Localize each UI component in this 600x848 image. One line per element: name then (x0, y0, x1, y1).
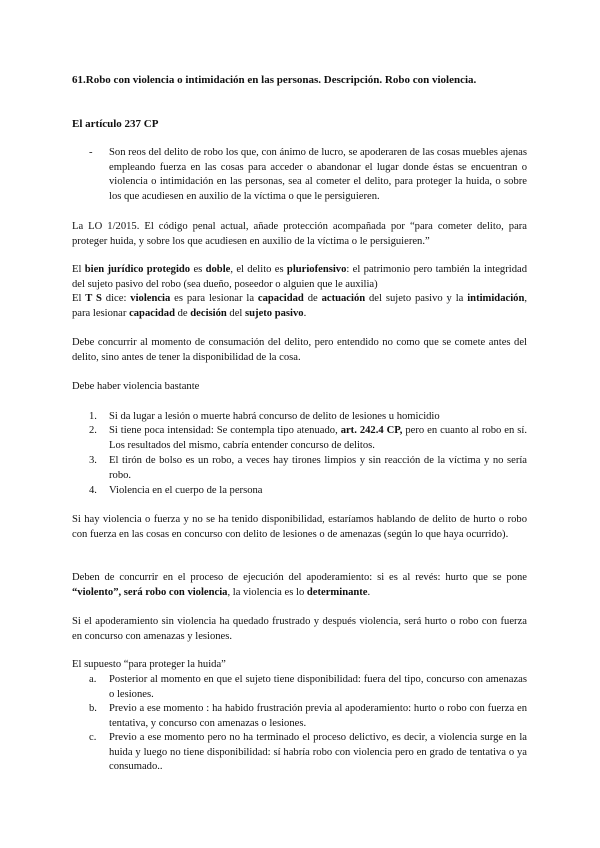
frustrado-paragraph: Si el apoderamiento sin violencia ha quedado frustrado y después violencia, será hurto o robo con fuerza en concurso con amenazas y lesiones. (72, 616, 527, 642)
violencia-bastante-line: Debe haber violencia bastante (72, 381, 200, 392)
text-run: El (72, 293, 86, 304)
list-letter: a. (89, 674, 97, 685)
si-hay-violencia-paragraph: Si hay violencia o fuerza y no se ha tenido disponibilidad, estaríamos hablando de delito de hurto o robo con fuerza en las cosas en concurso con delito de lesiones o de amenazas (según lo que haya ocurrido). (72, 514, 527, 540)
bold-term: sujeto pasivo (245, 307, 304, 319)
list-number: 2. (89, 425, 97, 436)
bold-term: “violento”, será robo con violencia (72, 586, 228, 598)
list-item-text: El tirón de bolso es un robo, a veces hay tirones limpios y sin reacción de la víctima y no sería robo. (109, 455, 527, 481)
text-run: es (190, 264, 206, 275)
list-item-text: Violencia en el cuerpo de la persona (109, 485, 263, 496)
list-item-text: Posterior al momento en que el sujeto tiene disponibilidad: fuera del tipo, concurso con amenazas o lesiones. (109, 674, 527, 700)
bold-term: capacidad (257, 293, 304, 304)
lo-2015-paragraph: La LO 1/2015. El código penal actual, añade protección acompañada por “para cometer delito, para proteger huida, y sobre los que acudiesen en auxilio de la víctima o le persiguieren.” (72, 221, 527, 247)
document-title: 61.Robo con violencia o intimidación en las personas. Descripción. Robo con violencia. (72, 74, 477, 86)
bold-term: T S (85, 293, 102, 304)
bold-term: actuación (321, 293, 366, 304)
supuesto-line: El supuesto “para proteger la huida” (72, 659, 226, 670)
list-number: 3. (89, 455, 97, 466)
text-run: del (226, 307, 246, 319)
bold-term: capacidad (129, 307, 175, 319)
list-number: 4. (89, 485, 97, 496)
list-item-text: Previo a ese momento pero no ha terminado el proceso delictivo, es decir, a violencia surge en la huida y luego no tiene disponibilidad: sí habría robo con violencia pero en grado de tentativa o ya consumado.. (109, 732, 527, 773)
deben-concurrir-paragraph (72, 571, 527, 600)
text-run: : el patrimonio pero también la integridad del sujeto pasivo del robo (sea dueño, poseedor o alguien que le auxilia) (72, 264, 527, 290)
list-item-text: Previo a ese momento : ha habido frustración previa al apoderamiento: hurto o robo con fuerza en tentativa, y concurso con amenazas o lesiones. (109, 703, 527, 729)
text-run: . (303, 307, 307, 319)
text-run: Deben de concurrir en el proceso de ejecución del apoderamiento: si es al revés: hurto que se pone (72, 572, 527, 583)
text-run: . (367, 586, 371, 598)
article-237-text: Son reos del delito de robo los que, con ánimo de lucro, se apoderaren de las cosas muebles ajenas empleando fuerza en las cosas para acceder o abandonar el lugar donde éstas se encuentran o violencia o intimidación en las personas, sea al cometer el delito, para proteger la huida, o sobre los que acudiesen en auxilio de la víctima o que le persiguieren. (109, 147, 527, 202)
bold-term: pluriofensivo (286, 264, 347, 275)
text-run: dice: (101, 293, 131, 304)
text-run: pero en cuanto al robo en sí. Los resultados del mismo, cabría entender concurso de delitos. (109, 425, 527, 451)
text-run: , la violencia es lo (227, 586, 307, 598)
bold-term: art. 242.4 CP, (340, 425, 403, 436)
text-run: , para lesionar (72, 293, 527, 319)
text-run: , el delito es (230, 264, 287, 275)
dash-bullet: - (89, 147, 93, 158)
ts-paragraph (72, 292, 527, 321)
list-letter: c. (89, 732, 97, 743)
list-item-text (109, 424, 527, 453)
section-heading: El artículo 237 CP (72, 118, 159, 130)
text-run: Si tiene poca intensidad: Se contempla tipo atenuado, (109, 425, 341, 436)
bold-term: bien jurídico protegido (84, 264, 191, 275)
text-run: de (174, 307, 191, 319)
text-run: de (303, 293, 322, 304)
bold-term: determinante (306, 586, 368, 598)
consumacion-paragraph: Debe concurrir al momento de consumación del delito, pero entendido no como que se comete antes del delito, sino antes de tener la disponibilidad de la cosa. (72, 337, 527, 363)
bold-term: doble (205, 264, 231, 275)
bien-juridico-paragraph (72, 263, 527, 292)
text-run: El (72, 264, 85, 275)
text-run: del sujeto pasivo y la (365, 293, 468, 304)
text-run: es para lesionar la (170, 293, 258, 304)
list-item-text: Si da lugar a lesión o muerte habrá concurso de delito de lesiones u homicidio (109, 411, 440, 422)
list-number: 1. (89, 411, 97, 422)
bold-term: intimidación (467, 293, 525, 304)
bold-term: violencia (130, 293, 171, 304)
bold-term: decisión (190, 307, 227, 319)
list-letter: b. (89, 703, 97, 714)
